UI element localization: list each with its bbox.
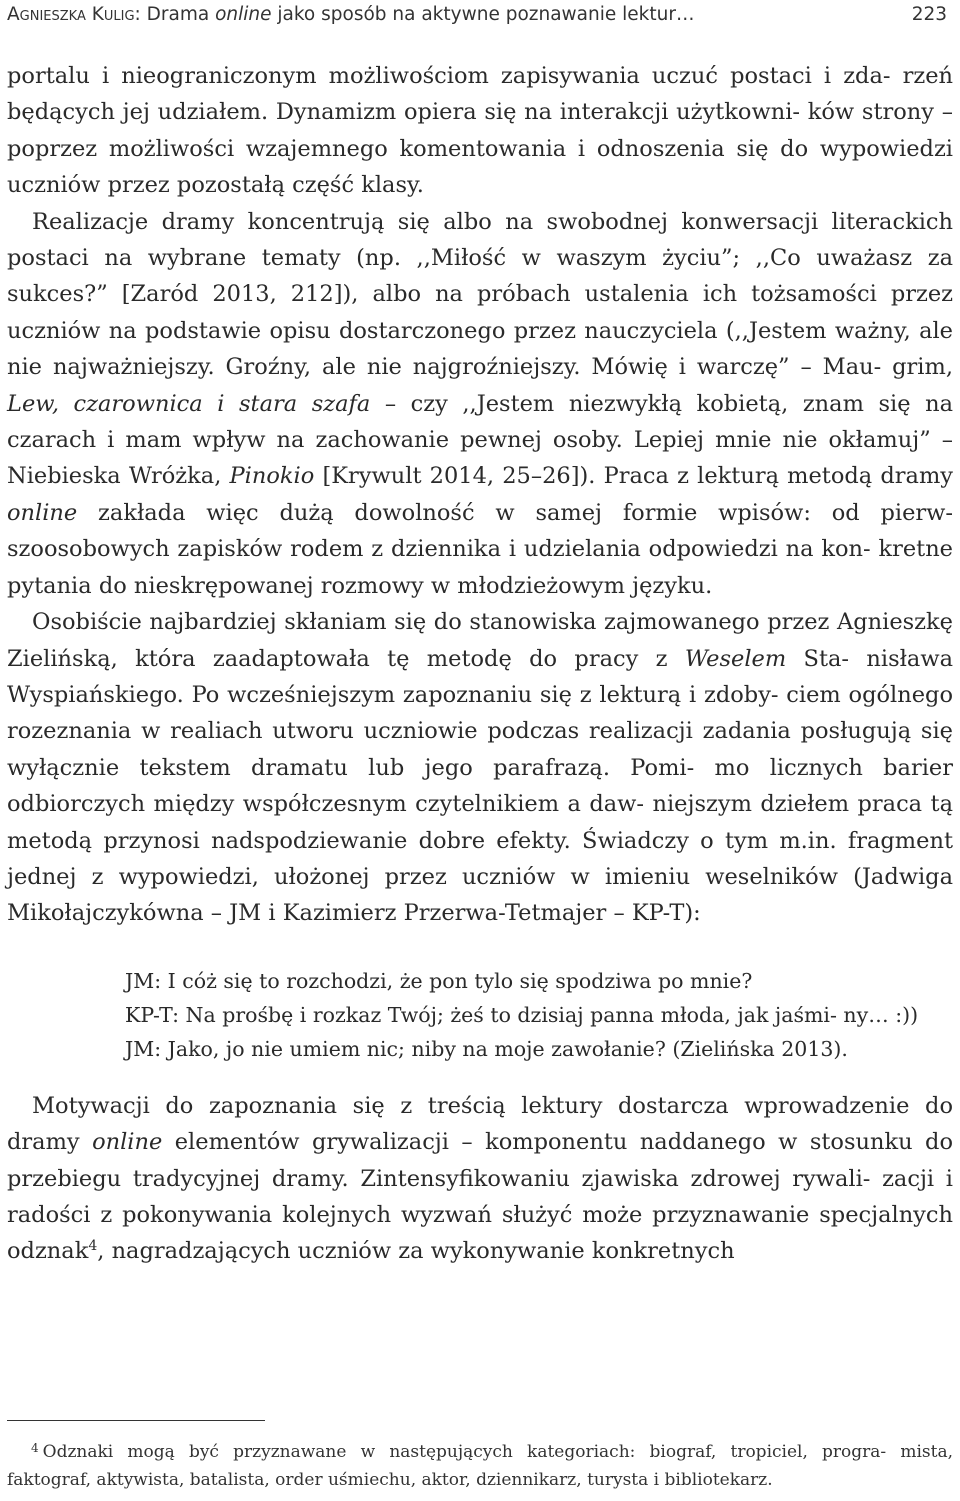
paragraph-4-text-a: Motywacji do zapoznania się z treścią lektury dostarcza wprowadzenie do dramy [7, 1092, 953, 1156]
paragraph-2-text-c: [Krywult 2014, 25–26]). Praca z lekturą metodą dramy [314, 463, 953, 490]
header-author: Agnieszka Kulig [7, 4, 135, 25]
paragraph-3-text-a: Osobiście najbardziej skłaniam się do stanowiska zajmowanego przez Agnieszkę Zielińską, która zaadaptowała tę metodę do pracy z [7, 609, 953, 672]
paragraph-4-text-c: , nagradzających uczniów za wykonywanie konkretnych [97, 1238, 735, 1265]
paragraph-3-text-b: Sta- nisława Wyspiańskiego. Po wcześniejszym zapoznaniu się z lekturą i zdoby- ciem ogólnego rozeznania w realiach utworu uczniowie podczas realizacji zadania posługują się wyłącznie tekstem dramatu lub jego parafrazą. Pomi- mo licznych barier odbiorczych między współczesnym czytelnikiem a daw- niejszym dziełem praca tą metodą przynosi nadspodziewanie dobre efekty. Świadczy o tym m.in. fragment jednej z wypowiedzi, ułożonej przez uczniów w imieniu weselników (Jadwiga Mikołajczykówna – JM i Kazimierz Przerwa-Tetmajer – KP-T): [7, 645, 953, 927]
header-title-part2: jako sposób na aktywne poznawanie lektur… [271, 4, 695, 25]
footnote-number: 4 [31, 1441, 39, 1455]
body-text [7, 58, 953, 1270]
footnote-text: Odznaki mogą być przyznawane w następujących kategoriach: biograf, tropiciel, progra- mista, faktograf, aktywista, batalista, order uśmiechu, aktor, dziennikarz, turysta i bibliotekarz. [7, 1442, 953, 1490]
running-header [7, 4, 953, 32]
paragraph-2-text-b: – czy ,,Jestem niezwykłą kobietą, znam się na czarach i mam wpływ na zachowanie pewnej osoby. Lepiej mnie nie okłamuj” – Niebieska Wróżka, [7, 390, 953, 490]
quote-line-3: JM: Jako, jo nie umiem nic; niby na moje zawołanie? (Zielińska 2013). [125, 1036, 848, 1061]
footnote-reference[interactable]: 4 [88, 1238, 98, 1255]
footnote-separator [7, 1420, 265, 1421]
quote-line-1: JM: I cóż się to rozchodzi, że pon tylo się spodziwa po mnie? [125, 968, 753, 993]
paragraph-4-text-b: elementów grywalizacji – komponentu naddanego w stosunku do przebiegu tradycyjnej dramy. Zintensyfikowaniu zjawiska zdrowej rywali- zacji i radości z pokonywania kolejnych wyzwań służyć może przyznawanie specjalnych odznak [7, 1129, 953, 1265]
quote-line-2: KP-T: Na prośbę i rozkaz Twój; żeś to dzisiaj panna młoda, jak jaśmi- ny… :)) [125, 1002, 919, 1027]
paragraph-2-text-d: zakłada więc dużą dowolność w samej formie wpisów: od pierw- szoosobowych zapisków rodem z dziennika i udzielania odpowiedzi na kon- kretne pytania do nieskrępowanej rozmowy w młodzieżowym języku. [7, 499, 953, 599]
paragraph-2-text-a: Realizacje dramy koncentrują się albo na swobodnej konwersacji literackich postaci na wybrane tematy (np. ,,Miłość w waszym życiu”; ,,Co uważasz za sukces?” [Zaród 2013, 212]), albo na próbach ustalenia ich tożsamości przez uczniów na podstawie opisu dostarczonego przez nauczyciela (,,Jestem ważny, ale nie najważniejszy. Groźny, ale nie najgroźniejszy. Mówię i warczę” – Mau- grim, [7, 208, 953, 381]
page-number: 223 [911, 4, 947, 25]
paragraph-1 [7, 58, 953, 204]
footnote [7, 1434, 953, 1494]
block-quote [7, 964, 953, 1066]
header-title-part1: : Drama [134, 4, 216, 25]
book-title-wesele: Weselem [684, 645, 787, 672]
term-online-2: online [92, 1129, 163, 1156]
term-online: online [7, 499, 78, 526]
book-title-pinokio: Pinokio [229, 463, 315, 490]
paragraph-2 [7, 204, 953, 604]
paragraph-3 [7, 604, 953, 932]
header-title [7, 4, 694, 25]
paragraph-4 [7, 1088, 953, 1270]
paragraph-1-text: portalu i nieograniczonym możliwościom zapisywania uczuć postaci i zda- rzeń będących jej udziałem. Dynamizm opiera się na interakcji użytkowni- ków strony – poprzez możliwości wzajemnego komentowania i odnoszenia się do wypowiedzi uczniów przez pozostałą część klasy. [7, 63, 953, 199]
book-title-lew: Lew, czarownica i stara szafa [7, 390, 371, 417]
header-title-italic: online [215, 4, 272, 25]
